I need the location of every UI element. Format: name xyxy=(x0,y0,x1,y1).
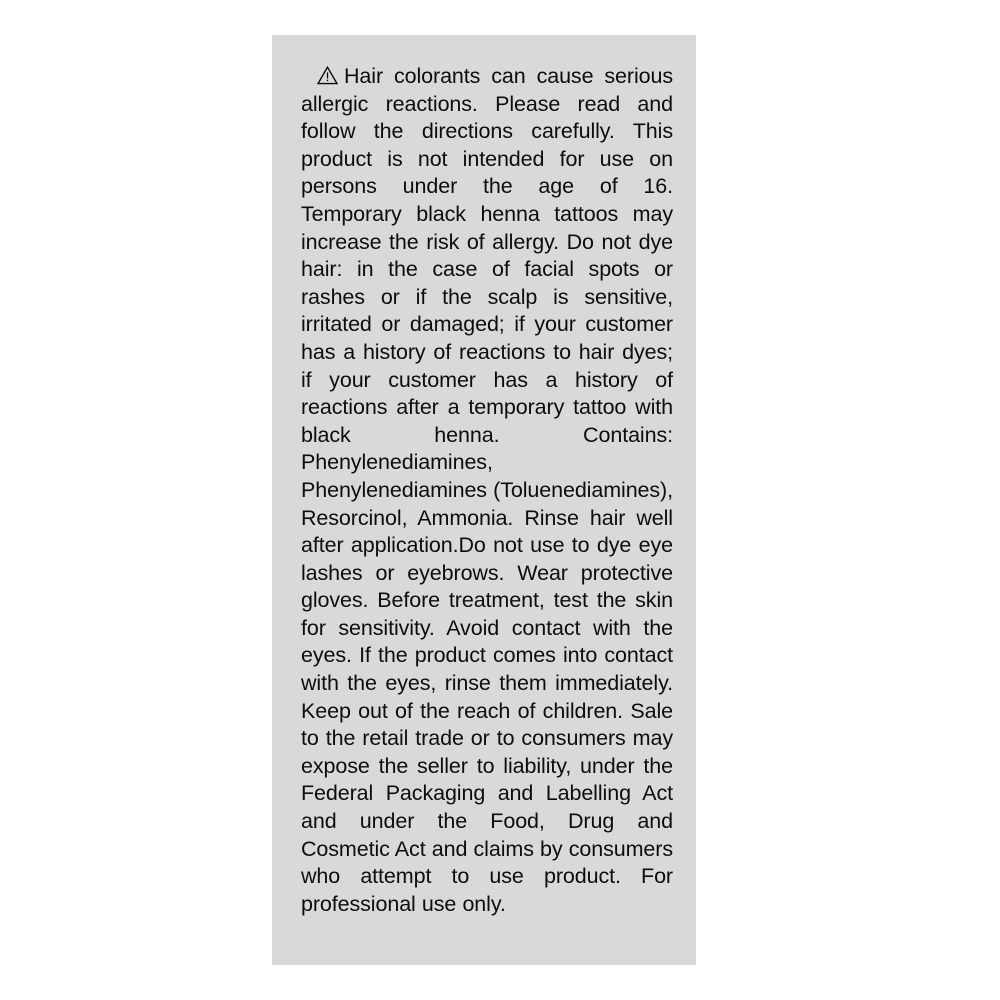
warning-triangle-icon xyxy=(317,66,338,85)
warning-label-content xyxy=(301,63,673,918)
warning-paragraph xyxy=(301,63,673,918)
warning-label-panel xyxy=(272,35,696,965)
warning-text: Hair colorants can cause serious allergic reactions. Please read and follow the directions carefully. This product is not intended for use on persons under the age of 16. Temporary black henna tattoos may increase the risk of allergy. Do not dye hair: in the case of facial spots or rashes or if the scalp is sensitive, irritated or damaged; if your customer has a history of reactions to hair dyes; if your customer has a history of reactions after a temporary tattoo with black henna. Contains: Phenylenediamines, Phenylenediamines (Toluenediamines), Resorcinol, Ammonia. Rinse hair well after application.Do not use to dye eye lashes or eyebrows. Wear protective gloves. Before treatment, test the skin for sensitivity. Avoid contact with the eyes. If the product comes into contact with the eyes, rinse them immediately. Keep out of the reach of children. Sale to the retail trade or to consumers may expose the seller to liability, under the Federal Packaging and Labelling Act and under the Food, Drug and Cosmetic Act and claims by consumers who attempt to use product. For professional use only. xyxy=(301,64,673,916)
